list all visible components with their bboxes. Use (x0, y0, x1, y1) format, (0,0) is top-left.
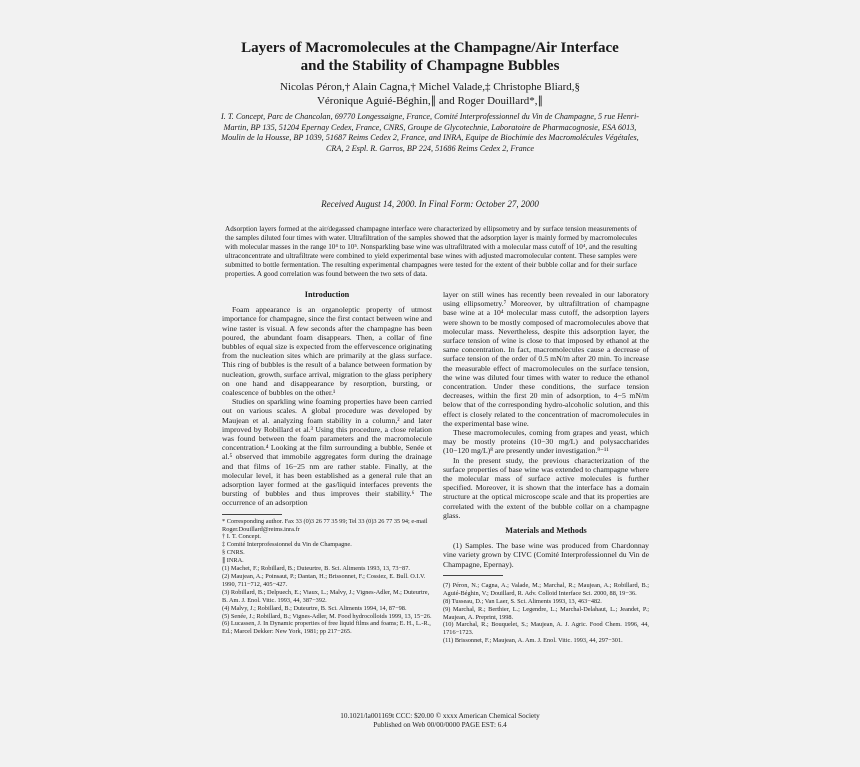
right-footnotes (443, 582, 649, 645)
author-list (150, 80, 710, 108)
authors-line-1: Nicolas Péron,† Alain Cagna,† Michel Valade,‡ Christophe Bliard,§ (279, 81, 581, 93)
left-footnotes (222, 518, 432, 637)
footnote: (8) Tusseau, D.; Van Laer, S. Sci. Aliments 1993, 13, 463−482. (443, 597, 602, 605)
footnote: (2) Maujean, A.; Poinsaut, P.; Dantan, H.; Brissonnet, F.; Cossiez, E. Bull. O.I.V. 1990, 711−712, 405−427. (222, 573, 426, 588)
paper-title (120, 39, 740, 75)
left-column (222, 290, 432, 636)
right-column (443, 290, 649, 645)
footnote: (11) Brissonnet, F.; Maujean, A. Am. J. Enol. Vitic. 1993, 44, 297−301. (443, 637, 623, 645)
received-dates: Received August 14, 2000. In Final Form: October 27, 2000 (321, 199, 539, 209)
footnote: * Corresponding author. Fax 33 (0)3 26 77 35 99; Tel 33 (0)3 26 77 35 94; e-mail Roger.Douillard@reims.inra.fr (222, 517, 428, 533)
authors-line-2: Véronique Aguié-Béghin,∥ and Roger Douillard*,∥ (316, 95, 544, 107)
footnote: (6) Lucassen, J. In Dynamic properties of free liquid films and foams; E. H., L.-R., Ed.; Marcel Dekker: New York, 1981; pp 217−265. (222, 620, 431, 636)
right-paragraph-1: layer on still wines has recently been revealed in our laboratory using ellipsometry.⁷ Moreover, by ultrafiltration of champagne base wine at a 10⁴ molecular mass cutoff, the adsorption layers were shown to be mostly composed of macromolecules above that molecular mass. Nevertheless, despite this adsorption layer, the surface tension of wine is close to that imposed by ethanol at the same concentration. In fact, macromolecules cause a decrease of surface tension of the order of 0.5 mN/m after 20 min. To increase the measurable effect of macromolecules on the surface tension, the wine was diluted four times with water to reduce the ethanol concentration. Under these conditions, the surface tension decreases, within the first 20 min of adsorption, to 4−5 mN/m below that of the corresponding hydro-alcoholic solution, and this effect is closely related to the concentration of macromolecules in the experimental base wine. (443, 290, 649, 428)
intro-paragraph-1: Foam appearance is an organoleptic property of utmost importance for champagne, since the first contact between wine and wine taster is visual. A few seconds after the champagne has been poured, the abundant foam disappears. Then, a collar of fine bubbles of equal size is expected from the effervescence originating from the nucleation sites which are primarily at the glass surface. This ring of bubbles is the result of a balance between formation by nucleation, growth, surface arrival, migration to the glass periphery on one hand and disappearance by resorption, bursting, or coalescence of bubbles on the other.¹ (222, 305, 432, 398)
footer-doi: 10.1021/la001169t CCC: $20.00 © xxxx American Chemical Society (340, 712, 540, 720)
footnote: † I. T. Concept. (222, 533, 261, 541)
methods-heading: Materials and Methods (505, 526, 587, 536)
introduction-heading: Introduction (304, 290, 350, 299)
footnote: ∥ INRA. (222, 557, 244, 565)
footnote: (9) Marchal, R.; Berthier, L.; Legendre, L.; Marchal-Delahaut, L.; Jeandet, P.; Maujean, A. Preprint, 1998. (443, 605, 649, 621)
right-paragraph-2: These macromolecules, coming from grapes and yeast, which may be mostly proteins (10−30 mg/L) and polysaccharides (10−120 mg/L)⁸ are presently under investigation.⁹⁻¹¹ (443, 428, 649, 456)
page-footer (290, 712, 590, 730)
footnote: (1) Machet, F.; Robillard, B.; Duteurtre, B. Sci. Aliments 1993, 13, 73−87. (222, 565, 410, 573)
title-line-2: and the Stability of Champagne Bubbles (300, 58, 560, 74)
right-paragraph-3: In the present study, the previous characterization of the surface properties of base wine was extended to champagne where the molecular mass of surface active molecules is further specified. Moreover, it is shown that the interface has a domain structure at the optical microscope scale and that its properties are correlated with the extent of the bubble collar on a champagne glass. (443, 455, 649, 520)
footer-published: Published on Web 00/00/0000 PAGE EST: 6.4 (373, 721, 507, 729)
footnote: § CNRS. (222, 549, 245, 557)
footnote: (3) Robillard, B.; Delpuech, E.; Viaux, L.; Malvy, J.; Vignes-Adler, M.; Duteurtre, B. Am. J. Enol. Vitic. 1993, 44, 387−392. (222, 588, 430, 604)
footnote-divider (443, 575, 503, 576)
affiliations: I. T. Concept, Parc de Chancolan, 69770 Longessaigne, France, Comité Interprofessionnel du Vin de Champagne, 5 rue Henri-Martin, BP 135, 51204 Epernay Cedex, France, CNRS, Groupe de Glycotechnie, Laboratoire de Pharmacognosie, ESA 6013, Moulin de la Housse, BP 1039, 51687 Reims Cedex 2, France, and INRA, Equipe de Biochimie des Macromolécules Végétales, CRA, 2 Espl. R. Garros, BP 224, 51686 Reims Cedex 2, France (221, 112, 639, 153)
intro-paragraph-2: Studies on sparkling wine foaming properties have been carried out on various scales. A global procedure was developed by Maujean et al. analyzing foam stability in a column,² and later improved by Robillard et al.³ Using this procedure, a close relation was found between the foam parameters and the macromolecule concentration.⁴ Looking at the film surrounding a bubble, Senée et al.⁵ observed that immobile aggregates form during the drainage and that films of 16−25 nm are rather stable. Finally, at the molecular level, it has been established as a general rule that an adsorption layer formed at the gas/liquid interfaces prevents the bursting of bubbles and thus improves their stability.⁶ The occurrence of an adsorption (222, 397, 432, 508)
abstract: Adsorption layers formed at the air/degassed champagne interface were characterized by ellipsometry and by surface tension measurements of the samples diluted four times with water. Ultrafiltration of the samples showed that the adsorption layer is mainly formed by macromolecules with molecular masses in the range 10⁴ to 10⁵. Nonsparkling base wine was ultrafiltrated with a molecular mass cutoff of 10⁴, and the resulting ultraconcentrate and ultrafiltrate were combined to yield experimental base wines with adjusted macromolecular content. These samples were submitted to bottle fermentation. The resulting experimental champagnes were tested for the extent of their bubble collar and for their surface properties. A good correlation was found between the two sets of data. (225, 225, 637, 279)
methods-paragraph-1: (1) Samples. The base wine was produced from Chardonnay vine variety grown by CIVC (Comité Interprofessionnel du Vin de Champagne, Epernay). (443, 541, 649, 569)
footnote: ‡ Comité Interprofessionnel du Vin de Champagne. (222, 541, 352, 549)
footnote: (7) Péron, N.; Cagna, A.; Valade, M.; Marchal, R.; Maujean, A.; Robillard, B.; Aguié-Béghin, V.; Douillard, R. Adv. Colloid Interface Sci. 2000, 88, 19−36. (443, 581, 649, 597)
footnote: (10) Marchal, R.; Bouquelet, S.; Maujean, A. J. Agric. Food Chem. 1996, 44, 1716−1723. (443, 621, 649, 637)
footnote-divider (222, 514, 282, 515)
footnote: (4) Malvy, J.; Robillard, B.; Duteurtre, B. Sci. Aliments 1994, 14, 87−98. (222, 604, 407, 612)
footnote: (5) Senée, J.; Robillard, B.; Vignes-Adler, M. Food hydrocolloids 1999, 13, 15−26. (222, 612, 432, 620)
title-line-1: Layers of Macromolecules at the Champagne/Air Interface (241, 40, 619, 56)
